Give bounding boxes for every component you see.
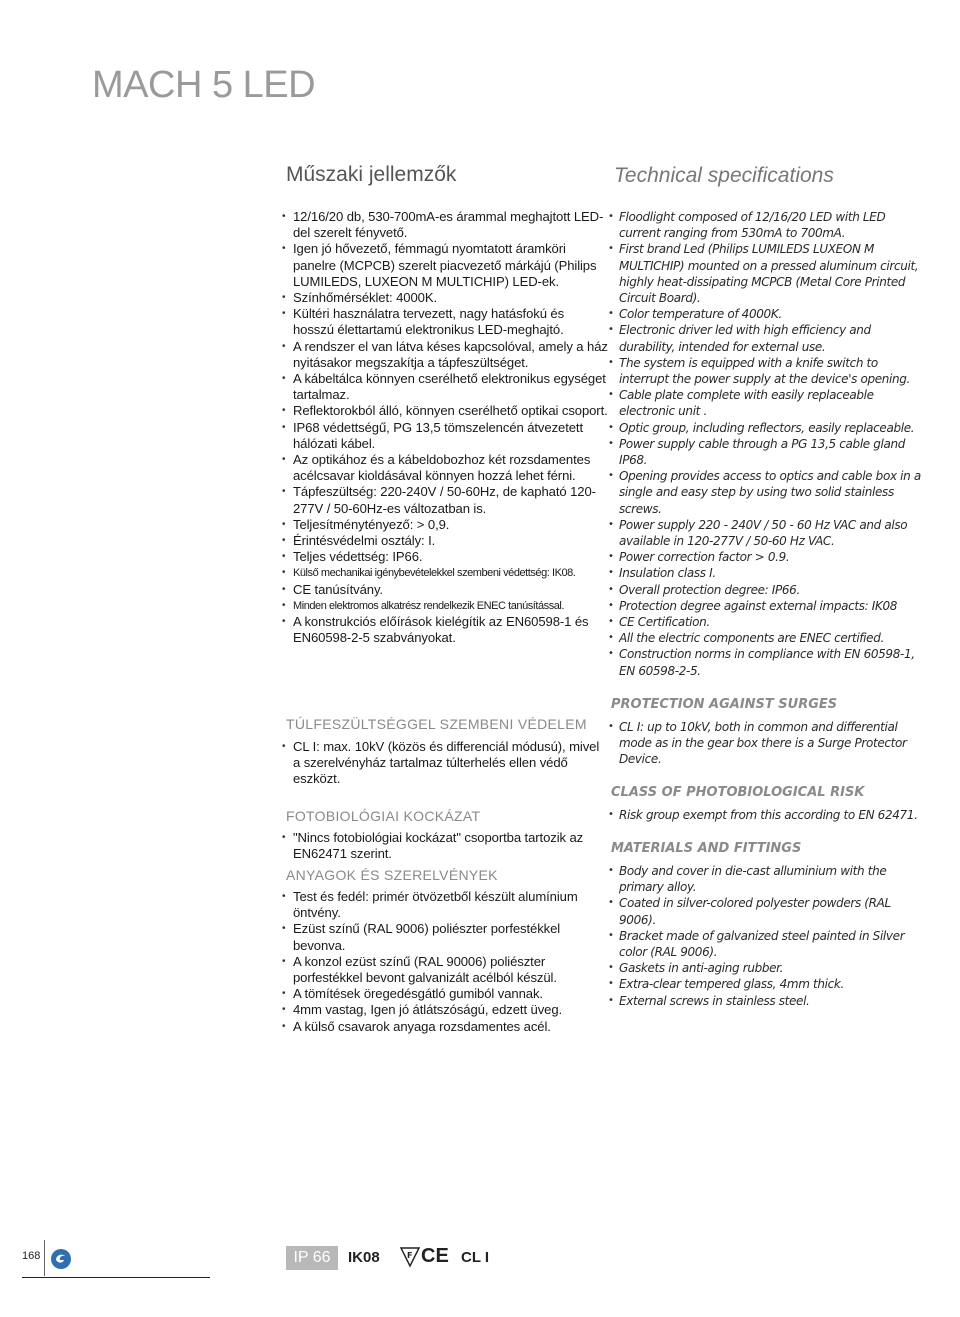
list-item: • A kábeltálca könnyen cserélhető elektronikus egységet tartalmaz. bbox=[282, 371, 608, 403]
list-item: • A konzol ezüst színű (RAL 90006) poliészter porfestékkel bevont galvanizált acélból készül. bbox=[282, 954, 608, 986]
list-item: • CL I: up to 10kV, both in common and differential mode as in the gear box there is a Surge Protector Device. bbox=[608, 719, 926, 768]
class-badge: CL I bbox=[461, 1249, 490, 1266]
list-item: • Risk group exempt from this according to EN 62471. bbox=[608, 807, 926, 823]
hu-heading: Műszaki jellemzők bbox=[286, 163, 457, 186]
list-item: • Kültéri használatra tervezett, nagy hatásfokú és hosszú élettartamú elektronikus LED-meghajtó. bbox=[282, 306, 608, 338]
list-item: • Protection degree against external impacts: IK08 bbox=[608, 598, 926, 614]
list-item: • A konstrukciós előírások kielégítik az EN60598-1 és EN60598-2-5 szabványokat. bbox=[282, 614, 608, 646]
list-item: • Optic group, including reflectors, easily replaceable. bbox=[608, 420, 926, 436]
footer-divider bbox=[44, 1240, 45, 1276]
list-item: • Opening provides access to optics and cable box in a single and easy step by using two solid stainless screws. bbox=[608, 468, 926, 517]
hu-surge-list bbox=[282, 739, 608, 788]
list-item: • 12/16/20 db, 530-700mA-es árammal meghajtott LED-del szerelt fényvető. bbox=[282, 209, 608, 241]
list-item: • Test és fedél: primér ötvözetből készült alumínium öntvény. bbox=[282, 889, 608, 921]
list-item: • Electronic driver led with high efficiency and durability, intended for external use. bbox=[608, 322, 926, 354]
list-item: • CL I: max. 10kV (közös és differenciál módusú), mivel a szerelvényház tartalmaz túlterhelés ellen védő eszközt. bbox=[282, 739, 608, 788]
list-item: • Power supply cable through a PG 13,5 cable gland IP68. bbox=[608, 436, 926, 468]
footer bbox=[0, 1230, 960, 1290]
list-item: • Minden elektromos alkatrész rendelkezik ENEC tanúsítással. bbox=[282, 598, 608, 614]
hu-photo-list bbox=[282, 830, 608, 862]
hu-photo-heading: FOTOBIOLÓGIAI KOCKÁZAT bbox=[286, 808, 481, 824]
list-item: • A külső csavarok anyaga rozsdamentes acél. bbox=[282, 1019, 608, 1035]
list-item: • Teljesítménytényező: > 0,9. bbox=[282, 517, 608, 533]
list-item: • Overall protection degree: IP66. bbox=[608, 582, 926, 598]
list-item: • Coated in silver-colored polyester powders (RAL 9006). bbox=[608, 895, 926, 927]
list-item: • Igen jó hővezető, fémmagú nyomtatott áramköri panelre (MCPCB) szerelt piacvezető márkájú (Philips LUMILEDS, LUXEON M MULTICHIP) LED-ek. bbox=[282, 241, 608, 290]
f-mark-icon bbox=[400, 1246, 420, 1268]
en-photo-list bbox=[608, 807, 926, 823]
list-item: • Color temperature of 4000K. bbox=[608, 306, 926, 322]
list-item: • Cable plate complete with easily replaceable electronic unit . bbox=[608, 387, 926, 419]
en-surge-heading: PROTECTION AGAINST SURGES bbox=[611, 697, 838, 712]
page-title: MACH 5 LED bbox=[92, 64, 316, 106]
hu-surge-heading: TÚLFESZÜLTSÉGGEL SZEMBENI VÉDELEM bbox=[286, 716, 587, 732]
en-materials-list bbox=[608, 863, 926, 1009]
list-item: • Gaskets in anti-aging rubber. bbox=[608, 960, 926, 976]
en-spec-list bbox=[608, 209, 926, 679]
hu-spec-list bbox=[282, 209, 608, 646]
list-item: • Body and cover in die-cast alluminium with the primary alloy. bbox=[608, 863, 926, 895]
list-item: • Érintésvédelmi osztály: I. bbox=[282, 533, 608, 549]
footer-rule bbox=[22, 1277, 210, 1278]
list-item: • A rendszer el van látva késes kapcsolóval, amely a ház nyitásakor megszakítja a tápfeszültséget. bbox=[282, 339, 608, 371]
list-item: • "Nincs fotobiológiai kockázat" csoportba tartozik az EN62471 szerint. bbox=[282, 830, 608, 862]
list-item: • Tápfeszültség: 220-240V / 50-60Hz, de kapható 120-277V / 50-60Hz-es változatban is. bbox=[282, 484, 608, 516]
list-item: • Teljes védettség: IP66. bbox=[282, 549, 608, 565]
en-materials-heading: MATERIALS AND FITTINGS bbox=[611, 841, 802, 856]
page-number: 168 bbox=[22, 1250, 41, 1262]
list-item: • Reflektorokból álló, könnyen cserélhető optikai csoport. bbox=[282, 403, 608, 419]
list-item: • External screws in stainless steel. bbox=[608, 993, 926, 1009]
list-item: • Az optikához és a kábeldobozhoz két rozsdamentes acélcsavar kioldásával könnyen hozzá lehet férni. bbox=[282, 452, 608, 484]
list-item: • CE Certification. bbox=[608, 614, 926, 630]
list-item: • Power correction factor > 0.9. bbox=[608, 549, 926, 565]
list-item: • Bracket made of galvanized steel painted in Silver color (RAL 9006). bbox=[608, 928, 926, 960]
list-item: • Insulation class I. bbox=[608, 565, 926, 581]
list-item: • The system is equipped with a knife switch to interrupt the power supply at the device's opening. bbox=[608, 355, 926, 387]
en-photo-heading: CLASS OF PHOTOBIOLOGICAL RISK bbox=[611, 785, 865, 800]
list-item: • Ezüst színű (RAL 9006) poliészter porfestékkel bevonva. bbox=[282, 921, 608, 953]
brand-logo-icon bbox=[50, 1248, 72, 1270]
en-heading: Technical specifications bbox=[614, 164, 834, 187]
list-item: • A tömítések öregedésgátló gumiból vannak. bbox=[282, 986, 608, 1002]
ip-rating-badge: IP 66 bbox=[286, 1246, 338, 1270]
list-item: • 4mm vastag, Igen jó átlátszóságú, edzett üveg. bbox=[282, 1002, 608, 1018]
list-item: • Floodlight composed of 12/16/20 LED with LED current ranging from 530mA to 700mA. bbox=[608, 209, 926, 241]
list-item: • CE tanúsítvány. bbox=[282, 582, 608, 598]
list-item: • Construction norms in compliance with EN 60598-1, EN 60598-2-5. bbox=[608, 646, 926, 678]
list-item: • First brand Led (Philips LUMILEDS LUXEON M MULTICHIP) mounted on a pressed aluminum circuit, highly heat-dissipating MCPCB (Metal Core Printed Circuit Board). bbox=[608, 241, 926, 306]
list-item: • All the electric components are ENEC certified. bbox=[608, 630, 926, 646]
list-item: • Power supply 220 - 240V / 50 - 60 Hz VAC and also available in 120-277V / 50-60 Hz VAC. bbox=[608, 517, 926, 549]
svg-text:F: F bbox=[407, 1251, 413, 1260]
list-item: • Színhőmérséklet: 4000K. bbox=[282, 290, 608, 306]
list-item: • IP68 védettségű, PG 13,5 tömszelencén átvezetett hálózati kábel. bbox=[282, 420, 608, 452]
list-item: • Külső mechanikai igénybevételekkel szembeni védettség: IK08. bbox=[282, 565, 608, 581]
ce-mark-icon: CE bbox=[421, 1245, 449, 1267]
ik-rating-badge: IK08 bbox=[348, 1249, 380, 1266]
list-item: • Extra-clear tempered glass, 4mm thick. bbox=[608, 976, 926, 992]
hu-materials-heading: ANYAGOK ÉS SZERELVÉNYEK bbox=[286, 867, 498, 883]
en-surge-list bbox=[608, 719, 926, 768]
hu-materials-list bbox=[282, 889, 608, 1035]
